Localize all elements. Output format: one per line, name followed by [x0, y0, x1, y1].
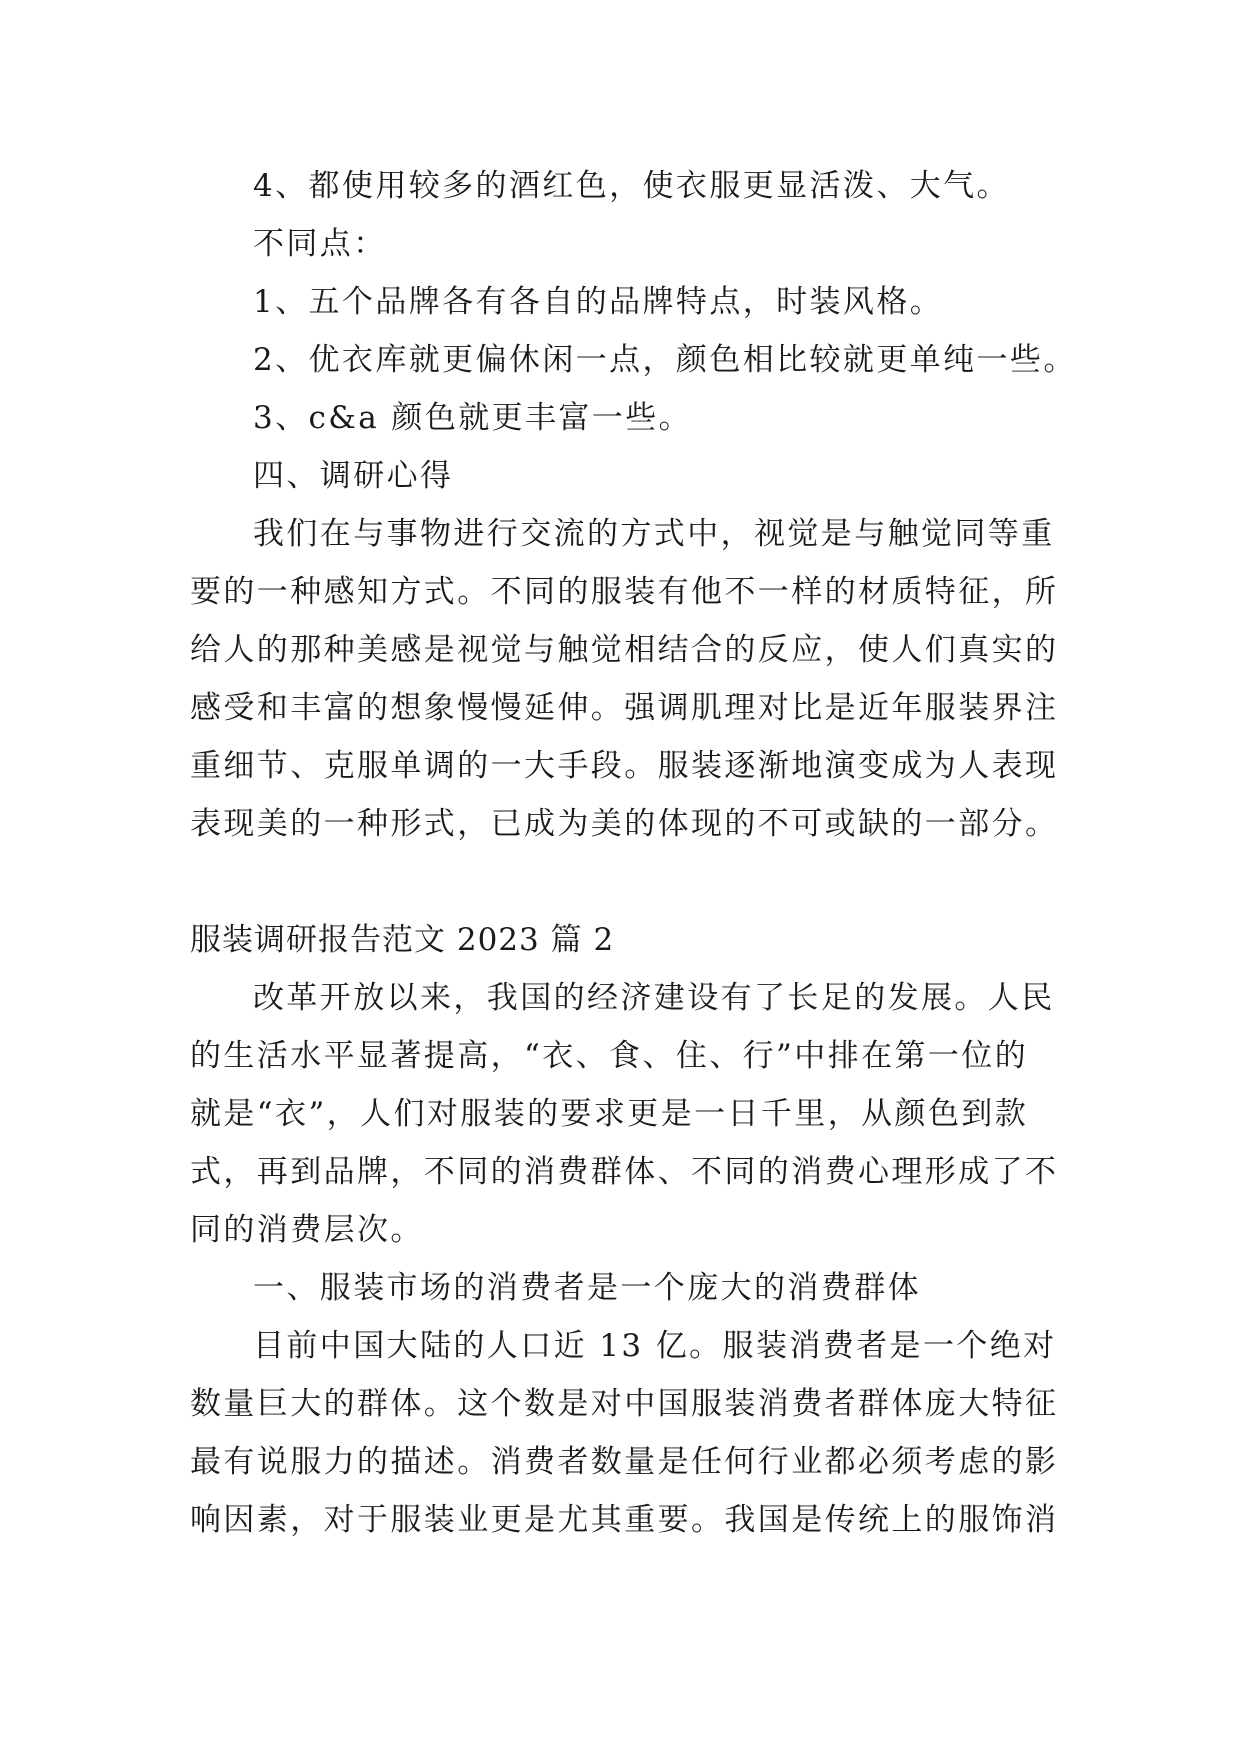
paragraph-line: 感受和丰富的想象慢慢延伸。强调肌理对比是近年服装界注 — [190, 690, 1059, 726]
paragraph-line: 表现美的一种形式，已成为美的体现的不可或缺的一部分。 — [190, 806, 1059, 842]
paragraph-line: 我们在与事物进行交流的方式中，视觉是与触觉同等重 — [253, 516, 1055, 552]
paragraph-line: 响因素，对于服装业更是尤其重要。我国是传统上的服饰消 — [190, 1502, 1059, 1538]
paragraph-line: 式，再到品牌，不同的消费群体、不同的消费心理形成了不 — [190, 1154, 1059, 1190]
paragraph-line: 最有说服力的描述。消费者数量是任何行业都必须考虑的影 — [190, 1444, 1059, 1480]
paragraph-line: 要的一种感知方式。不同的服装有他不一样的材质特征，所 — [190, 574, 1059, 610]
paragraph-line: 就是“衣”，人们对服装的要求更是一日千里，从颜色到款 — [190, 1096, 1029, 1132]
article-title: 服装调研报告范文 2023 篇 2 — [190, 922, 615, 958]
list-item: 1、五个品牌各有各自的品牌特点，时装风格。 — [253, 284, 944, 320]
list-item: 4、都使用较多的酒红色，使衣服更显活泼、大气。 — [253, 168, 1010, 204]
paragraph-line: 给人的那种美感是视觉与触觉相结合的反应，使人们真实的 — [190, 632, 1059, 668]
section-heading: 一、服装市场的消费者是一个庞大的消费群体 — [253, 1270, 921, 1306]
paragraph-line: 改革开放以来，我国的经济建设有了长足的发展。人民 — [253, 980, 1055, 1016]
list-heading: 不同点： — [253, 226, 387, 262]
list-item: 3、c&a 颜色就更丰富一些。 — [253, 400, 693, 436]
section-heading: 四、调研心得 — [253, 458, 454, 494]
paragraph-line: 目前中国大陆的人口近 13 亿。服装消费者是一个绝对 — [253, 1328, 1057, 1364]
paragraph-line: 重细节、克服单调的一大手段。服装逐渐地演变成为人表现 — [190, 748, 1059, 784]
paragraph-line: 数量巨大的群体。这个数是对中国服装消费者群体庞大特征 — [190, 1386, 1059, 1422]
list-item: 2、优衣库就更偏休闲一点，颜色相比较就更单纯一些。 — [253, 342, 1077, 378]
paragraph-line: 同的消费层次。 — [190, 1212, 424, 1248]
paragraph-line: 的生活水平显著提高，“衣、食、住、行”中排在第一位的 — [190, 1038, 1029, 1074]
